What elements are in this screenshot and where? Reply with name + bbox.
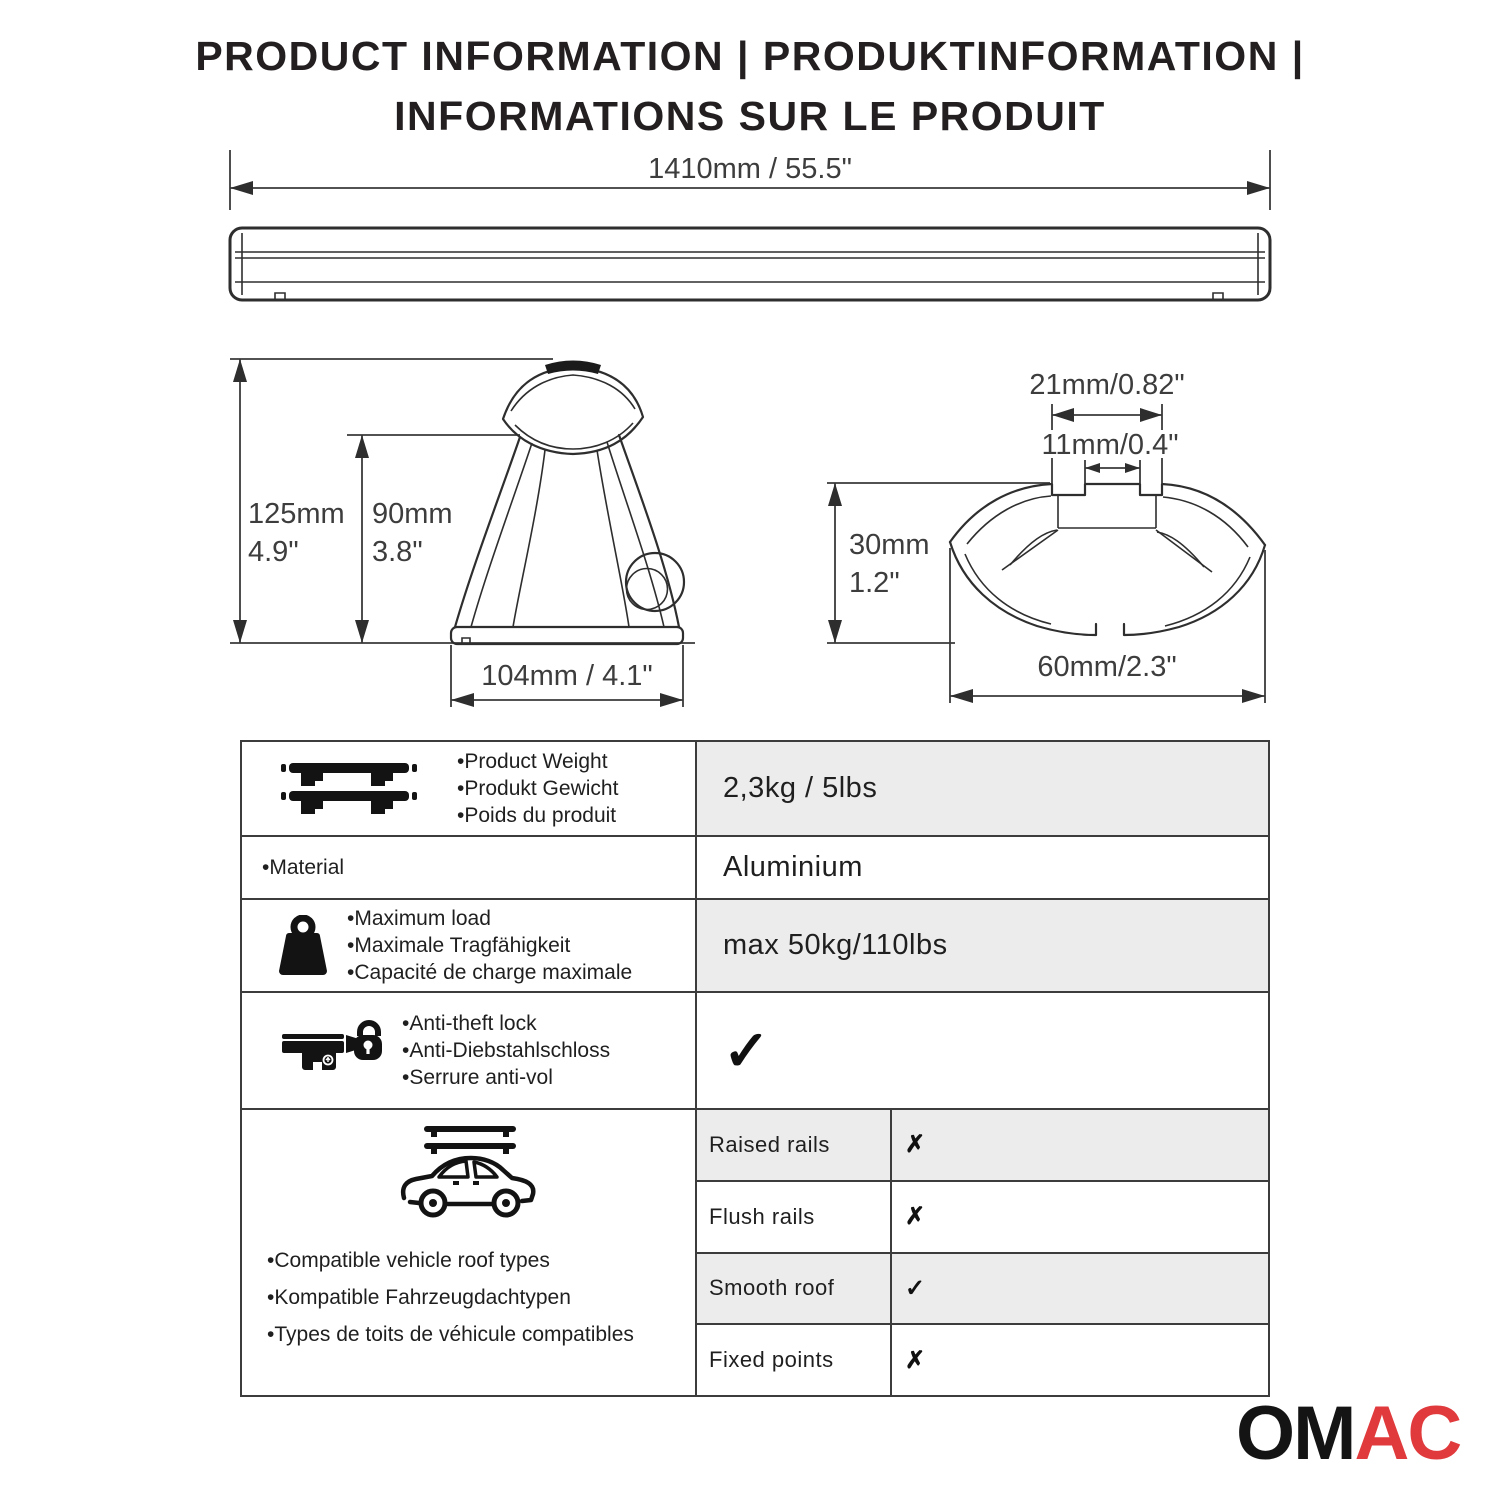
label-max-load-de: •Maximale Tragfähigkeit <box>347 934 571 957</box>
foot-height-in-label: 4.9" <box>248 536 299 568</box>
roof-types-subtable <box>697 1110 1268 1395</box>
label-roof-types-fr: •Types de toits de véhicule compatibles <box>267 1323 634 1346</box>
material-labels <box>262 854 344 881</box>
roof-types-labels <box>242 1242 675 1353</box>
spec-table <box>240 740 1270 1397</box>
profile-slot-outer-label: 21mm/0.82" <box>1029 369 1185 401</box>
flush-rails-label: Flush rails <box>697 1182 892 1252</box>
max-load-label-cell <box>242 900 697 991</box>
logo-black-part: OM <box>1236 1391 1355 1476</box>
label-anti-theft-fr: •Serrure anti-vol <box>402 1066 553 1089</box>
foot-width-label: 104mm / 4.1" <box>481 660 653 692</box>
lock-icon <box>280 1020 382 1082</box>
anti-theft-labels <box>402 1010 610 1091</box>
anti-theft-value <box>697 993 1268 1108</box>
smooth-roof-mark: ✓ <box>905 1274 926 1302</box>
subrow-flush-rails <box>697 1180 1268 1252</box>
label-product-weight-fr: •Poids du produit <box>457 804 617 827</box>
fixed-points-mark: ✗ <box>905 1346 926 1374</box>
profile-height-in-label: 1.2" <box>849 567 900 599</box>
foot-inner-mm-label: 90mm <box>372 498 453 530</box>
subrow-raised-rails <box>697 1110 1268 1180</box>
page-title-line2: INFORMATIONS SUR LE PRODUIT <box>394 93 1106 139</box>
weight-icon <box>277 915 329 977</box>
raised-rails-label: Raised rails <box>697 1110 892 1180</box>
label-material: •Material <box>262 856 345 879</box>
product-weight-label-cell <box>242 742 697 835</box>
material-label-cell <box>242 837 697 898</box>
roof-rack-icon <box>279 760 419 818</box>
subrow-fixed-points <box>697 1323 1268 1395</box>
roof-types-label-cell <box>242 1110 697 1395</box>
omac-logo <box>1236 1391 1461 1476</box>
subrow-smooth-roof <box>697 1252 1268 1324</box>
profile-dimension-diagram <box>805 358 1290 718</box>
page-title-line1: PRODUCT INFORMATION | PRODUKTINFORMATION | <box>195 33 1305 79</box>
fixed-points-label: Fixed points <box>697 1325 892 1395</box>
profile-drawing <box>950 484 1265 635</box>
logo-red-part: AC <box>1354 1391 1461 1476</box>
table-row-max-load <box>242 898 1268 991</box>
material-value: Aluminium <box>723 851 863 883</box>
max-load-labels <box>347 905 632 986</box>
foot-dimension-diagram <box>215 345 710 720</box>
label-roof-types-en: •Compatible vehicle roof types <box>267 1249 550 1272</box>
label-anti-theft-en: •Anti-theft lock <box>402 1012 537 1035</box>
raised-rails-mark: ✗ <box>905 1131 926 1159</box>
product-weight-labels <box>457 748 618 829</box>
profile-slot-inner-label: 11mm/0.4" <box>1041 429 1179 461</box>
car-icon <box>394 1124 544 1224</box>
flush-rails-mark: ✗ <box>905 1203 926 1231</box>
label-max-load-fr: •Capacité de charge maximale <box>347 961 633 984</box>
label-max-load-en: •Maximum load <box>347 907 491 930</box>
foot-drawing <box>451 361 684 645</box>
bar-length-label: 1410mm / 55.5" <box>648 153 852 185</box>
max-load-value: max 50kg/110lbs <box>697 900 1268 991</box>
smooth-roof-label: Smooth roof <box>697 1254 892 1324</box>
foot-height-mm-label: 125mm <box>248 498 345 530</box>
anti-theft-label-cell <box>242 993 697 1108</box>
table-row-product-weight <box>242 742 1268 835</box>
roof-types-value-cell <box>697 1110 1268 1395</box>
label-anti-theft-de: •Anti-Diebstahlschloss <box>402 1039 611 1062</box>
crossbar-length-diagram <box>225 140 1275 315</box>
foot-inner-in-label: 3.8" <box>372 536 423 568</box>
check-mark: ✓ <box>723 1018 771 1082</box>
label-product-weight-de: •Produkt Gewicht <box>457 777 619 800</box>
table-row-anti-theft <box>242 991 1268 1108</box>
label-product-weight-en: •Product Weight <box>457 750 608 773</box>
table-row-roof-types <box>242 1108 1268 1395</box>
profile-width-label: 60mm/2.3" <box>1037 651 1177 683</box>
label-roof-types-de: •Kompatible Fahrzeugdachtypen <box>267 1286 571 1309</box>
table-row-material <box>242 835 1268 898</box>
profile-height-mm-label: 30mm <box>849 529 930 561</box>
page-title <box>0 26 1500 146</box>
product-weight-value: 2,3kg / 5lbs <box>697 742 1268 835</box>
